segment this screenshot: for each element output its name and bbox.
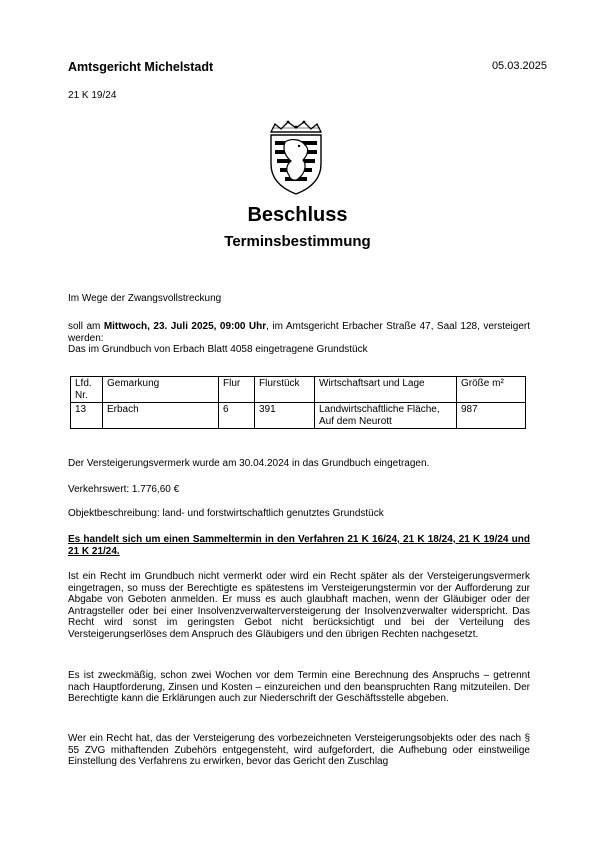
table-header-cell: Wirtschaftsart und Lage [315, 377, 457, 403]
market-value: Verkehrswert: 1.776,60 € [68, 484, 180, 495]
intro-text: Im Wege der Zwangsvollstreckung [68, 293, 222, 304]
auction-prefix: soll am [68, 321, 101, 332]
table-cell: 391 [255, 403, 315, 429]
court-name: Amtsgericht Michelstadt [68, 60, 214, 74]
paragraph-claim-calculation: Es ist zweckmäßig, schon zwei Wochen vor dem Termin eine Berechnung des Anspruchs – getrennt nach Hauptforderung, Zinsen und Kosten – einzureichen und den beanspruchten Rang mitzuteilen. Der Berechtigte kann die Erklärungen auch zur Niederschrift der Geschäftsstelle abgeben. [68, 670, 530, 705]
auction-date-time: Mittwoch, 23. Juli 2025, 09:00 Uhr [103, 321, 267, 332]
paragraph-rights-registration: Ist ein Recht im Grundbuch nicht vermerkt oder wird ein Recht später als der Versteigerungsvermerk eingetragen, so muss der Berechtigte es spätestens im Versteigerungstermin vor der Aufforderung zur Abgabe von Geboten anmelden. Er muss es auch glaubhaft machen, wenn der Gläubiger oder der Antragsteller oder bei einer Insolvenzverwalterversteigerung der Insolvenzverwalter widerspricht. Das Recht wird sonst im geringsten Gebot nicht berücksichtigt und bei der Verteilung des Versteigerungserlöses dem Anspruch des Gläubigers und den übrigen Rechten nachgesetzt. [68, 571, 530, 640]
paragraph-conflicting-rights: Wer ein Recht hat, das der Versteigerung des vorbezeichneten Versteigerungsobjekts oder des nach § 55 ZVG mithaftenden Zubehörs entgegensteht, wird aufgefordert, die Aufhebung oder einstweilige Einstellung des Verfahrens zu erwirken, bevor das Gericht den Zuschlag [68, 733, 530, 768]
table-header-cell: Flurstück [255, 377, 315, 403]
table-cell: Erbach [103, 403, 219, 429]
table-cell: 13 [71, 403, 103, 429]
document-title: Beschluss [247, 204, 348, 226]
object-description: Objektbeschreibung: land- und forstwirtschaftlich genutztes Grundstück [68, 508, 384, 519]
table-cell: 6 [219, 403, 255, 429]
collective-notice: Es handelt sich um einen Sammeltermin in den Verfahren 21 K 16/24, 21 K 18/24, 21 K 19/24 und 21 K 21/24. [68, 534, 530, 557]
table-cell: Landwirtschaftliche Fläche, Auf dem Neurott [315, 403, 457, 429]
table-header-row [71, 377, 526, 403]
hesse-coat-of-arms-icon [265, 118, 327, 196]
table-header-cell: Lfd. Nr. [71, 377, 103, 403]
table-header-cell: Gemarkung [103, 377, 219, 403]
table-header-cell: Flur [219, 377, 255, 403]
registration-note: Der Versteigerungsvermerk wurde am 30.04.2024 in das Grundbuch eingetragen. [68, 458, 430, 469]
auction-suffix: , im Amtsgericht Erbacher Straße 47, Saal 128, versteigert werden: [68, 321, 531, 344]
document-date: 05.03.2025 [491, 60, 547, 72]
auction-announcement [68, 321, 530, 356]
case-reference: 21 K 19/24 [68, 90, 117, 101]
table-header-cell: Größe m² [457, 377, 526, 403]
table-row [71, 403, 526, 429]
property-table [70, 376, 526, 429]
document-subtitle: Terminsbestimmung [224, 233, 371, 250]
property-line: Das im Grundbuch von Erbach Blatt 4058 eingetragene Grundstück [68, 344, 368, 356]
table-cell: 987 [457, 403, 526, 429]
